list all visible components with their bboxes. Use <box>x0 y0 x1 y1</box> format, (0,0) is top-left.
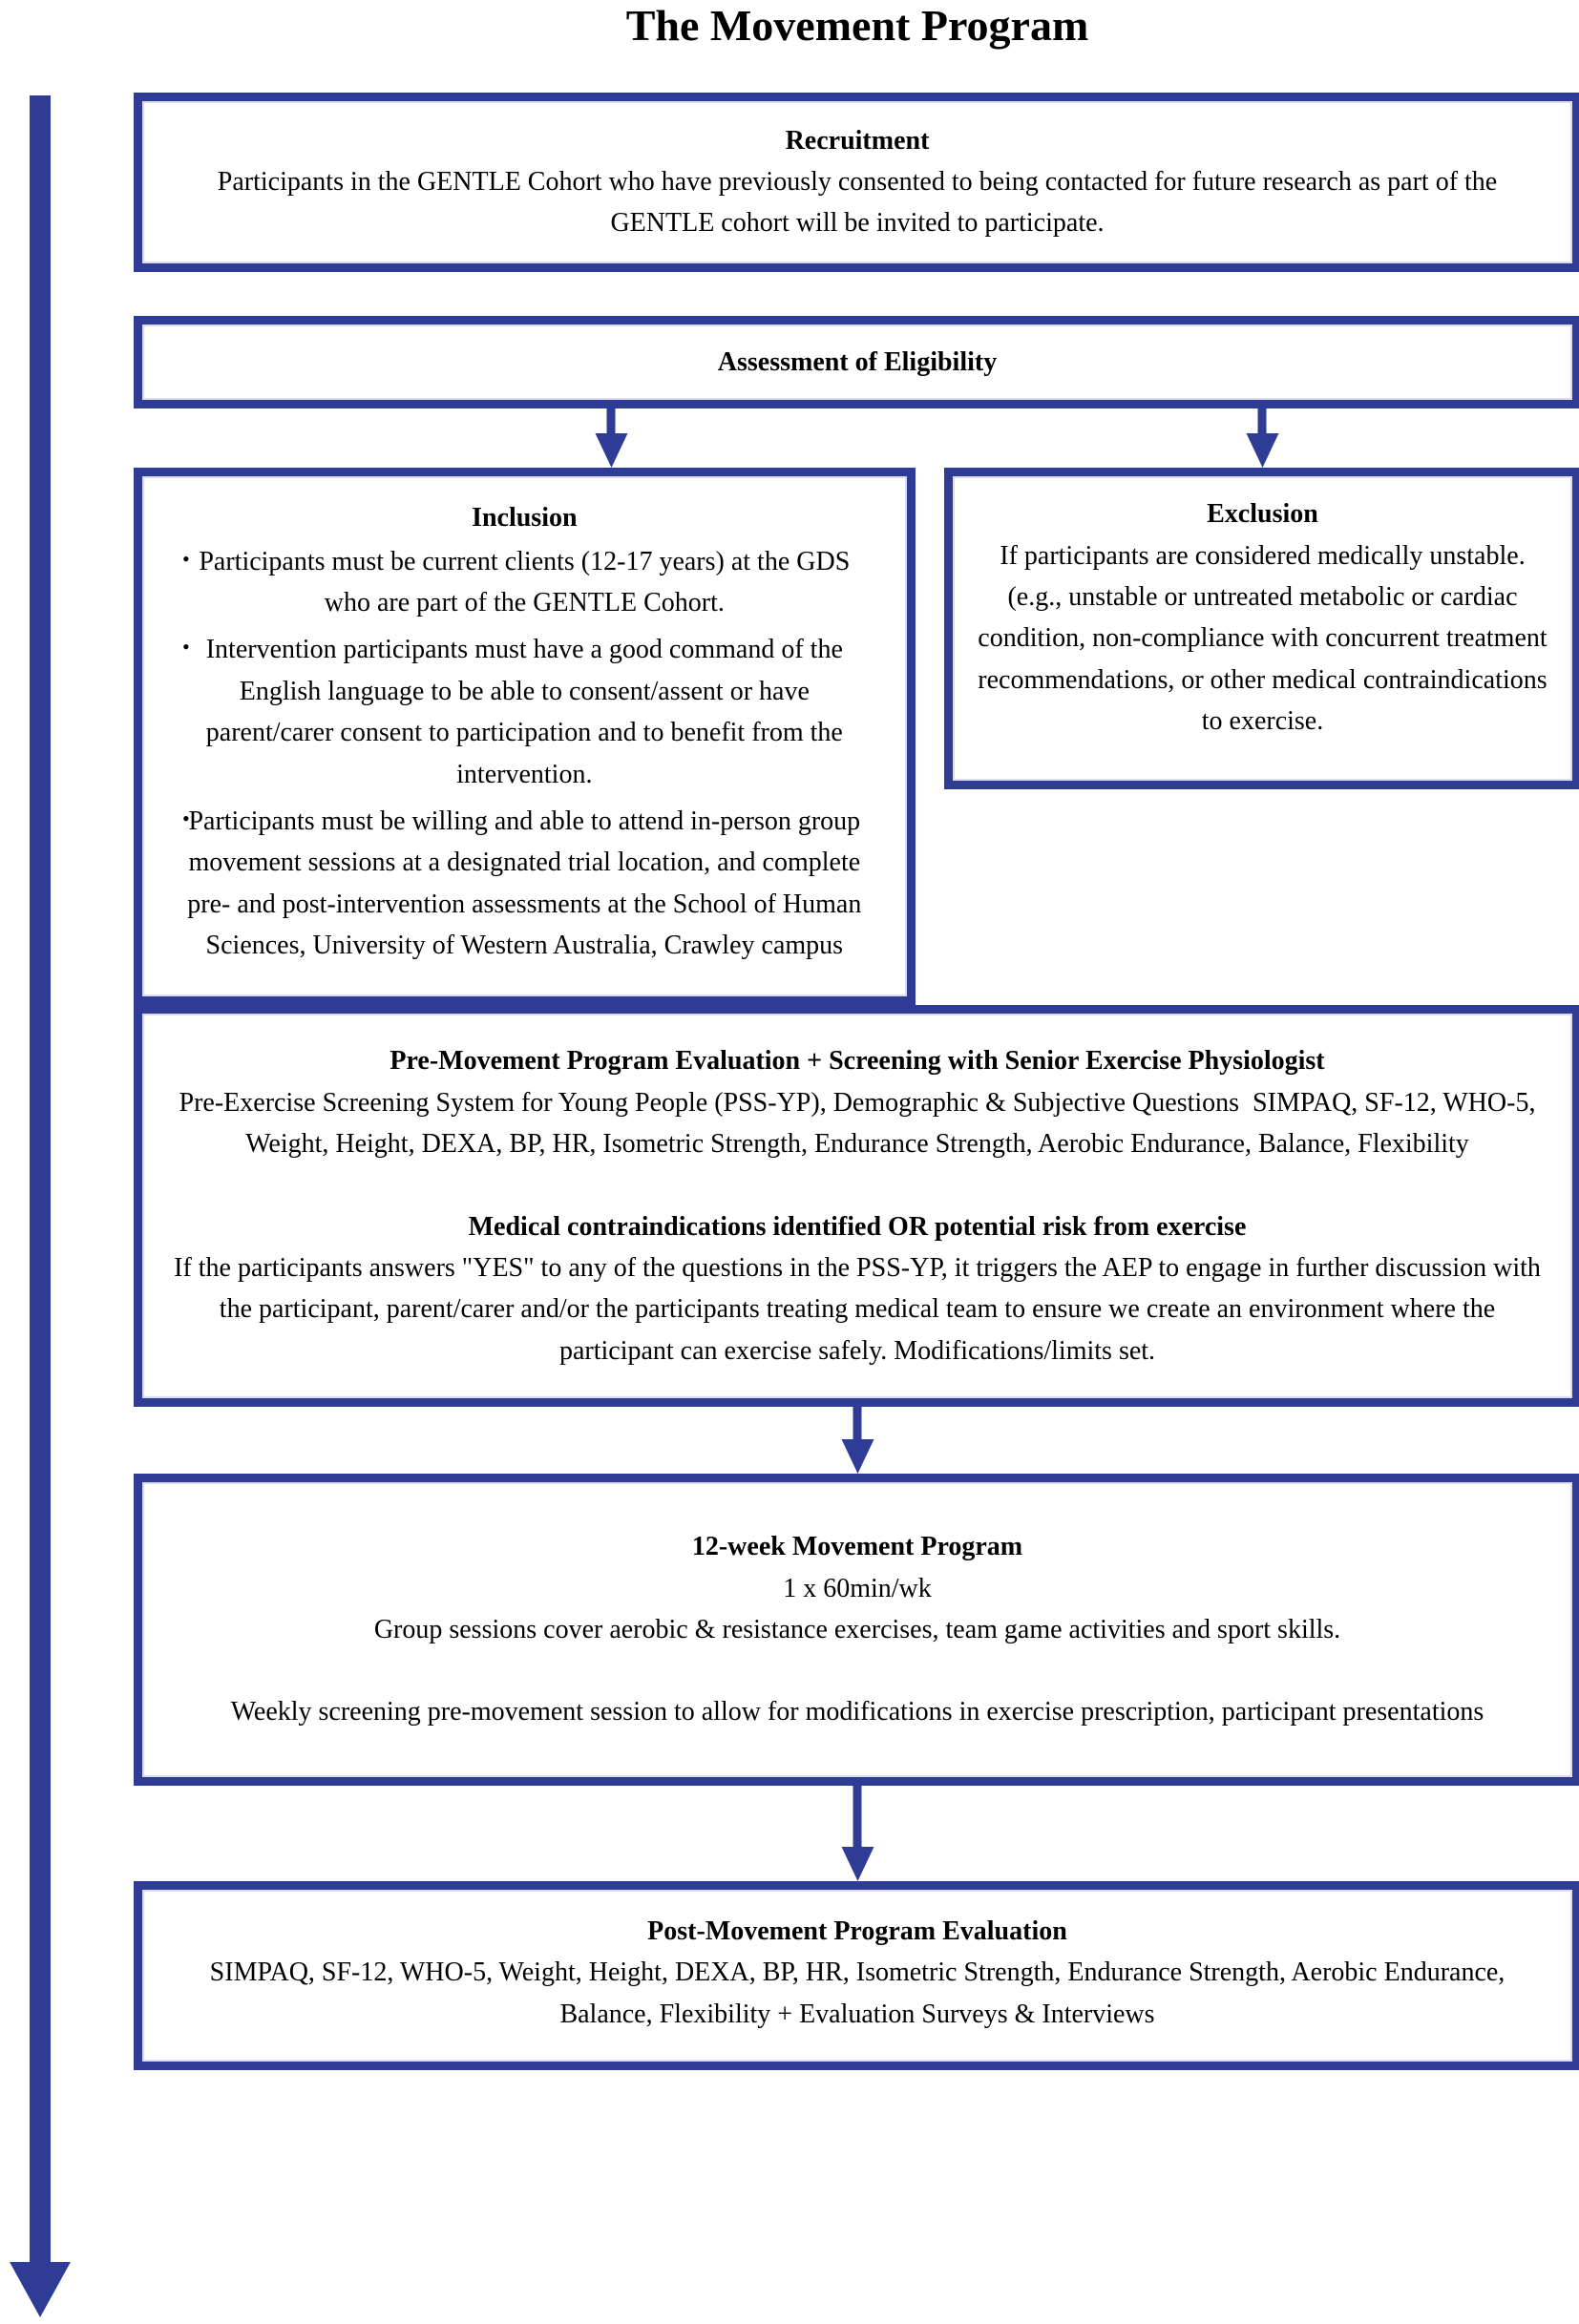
risk-body: If the participants answers "YES" to any of the questions in the PSS-YP, it triggers the AEP to engage in further discussion with the participant, parent/carer and/or the participants treating medical team to ensure we create an environment where the participant can exercise safely. Modifications/limits set. <box>174 1253 1547 1366</box>
recruitment-body: Participants in the GENTLE Cohort who have previously consented to being contacted for future research as part of the GENTLE cohort will be invited to participate. <box>217 166 1505 239</box>
criteria-row <box>134 468 1579 1005</box>
program-sessions: Group sessions cover aerobic & resistance exercises, team game activities and sport skills. <box>373 1614 1341 1644</box>
inclusion-heading: Inclusion <box>472 503 578 534</box>
recruitment-heading: Recruitment <box>785 125 930 156</box>
pre-movement-heading: Pre-Movement Program Evaluation + Screening with Senior Exercise Physiologist <box>389 1046 1325 1077</box>
risk-heading: Medical contraindications identified OR potential risk from exercise <box>468 1211 1247 1242</box>
exclusion-body-line2: (e.g., unstable or untreated metabolic or cardiac condition, non-compliance with concurrent treatment recommendations, or other medical contraindications to exercise. <box>978 581 1554 737</box>
eligibility-heading: Assessment of Eligibility <box>717 346 998 377</box>
program-heading: 12-week Movement Program <box>691 1532 1023 1562</box>
exclusion-body-line1: If participants are considered medically unstable. <box>1000 540 1526 571</box>
inclusion-bullet-list <box>167 541 882 967</box>
flowchart <box>134 0 1579 2070</box>
recruitment-box <box>134 93 1579 272</box>
arrow-row-to-post <box>134 1786 1579 1881</box>
post-movement-heading: Post-Movement Program Evaluation <box>647 1916 1067 1946</box>
program-weekly-screening: Weekly screening pre-movement session to allow for modifications in exercise prescription, participant presentations <box>230 1697 1484 1727</box>
blank-line <box>171 1650 1544 1691</box>
program-box <box>134 1474 1579 1786</box>
post-movement-box <box>134 1881 1579 2070</box>
pre-movement-screening-body: Pre-Exercise Screening System for Young People (PSS-YP), Demographic & Subjective Questions SIMPAQ, SF-12, WHO-5, Weight, Height, DEXA, BP, HR, Isometric Strength, Endurance Strength, Aerobic Endurance, Balance, Flexibility <box>179 1087 1542 1160</box>
blank-line <box>171 1165 1544 1206</box>
arrow-to-exclusion <box>1258 408 1267 435</box>
main-flow-down-arrow <box>30 95 51 2264</box>
pre-movement-box <box>134 1005 1579 1407</box>
arrow-row-to-program <box>134 1407 1579 1474</box>
eligibility-branch-arrows <box>134 408 1579 468</box>
arrow-to-inclusion <box>607 408 616 435</box>
exclusion-heading: Exclusion <box>1207 499 1318 530</box>
inclusion-box <box>134 468 916 1005</box>
inclusion-bullet: • Participants must be willing and able to attend in-person group movement sessions at a designated trial location, and complete pre- and post-intervention assessments at the School of Human Sciences, University of Western Australia, Crawley campus <box>167 801 882 967</box>
arrow-to-program <box>853 1407 862 1441</box>
exclusion-box <box>944 468 1579 788</box>
inclusion-bullet: • Intervention participants must have a good command of the English language to be able to consent/assent or have parent/carer consent to participation and to benefit from the intervention. <box>167 629 882 795</box>
arrow-to-post-evaluation <box>853 1786 862 1849</box>
inclusion-bullet: • Participants must be current clients (12-17 years) at the GDS who are part of the GENTLE Cohort. <box>167 541 882 624</box>
post-movement-body: SIMPAQ, SF-12, WHO-5, Weight, Height, DEXA, BP, HR, Isometric Strength, Endurance Strength, Aerobic Endurance, Balance, Flexibility + Evaluation Surveys & Interviews <box>209 1958 1512 2029</box>
page-title: The Movement Program <box>625 1 1089 50</box>
eligibility-box <box>134 316 1579 408</box>
program-frequency: 1 x 60min/wk <box>783 1573 932 1603</box>
